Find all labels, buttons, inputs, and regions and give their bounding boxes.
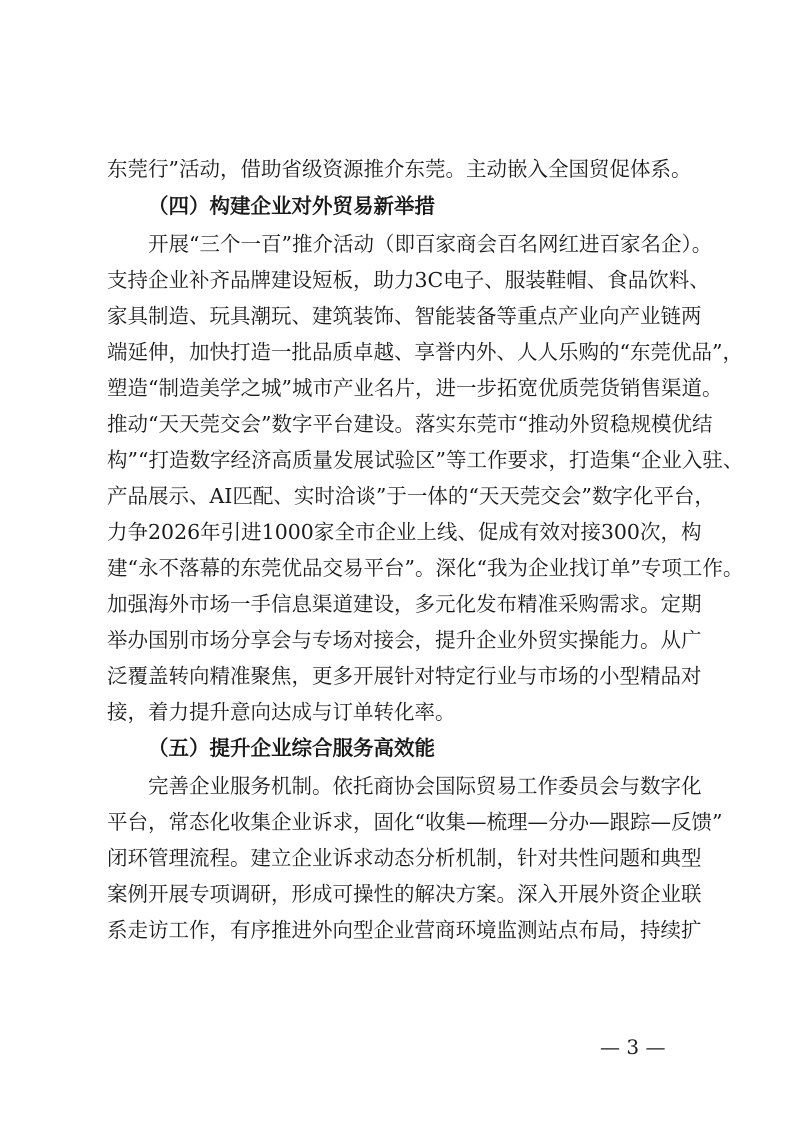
body-text-line: 家具制造、玩具潮玩、建筑装饰、智能装备等重点产业向产业链两 [107,304,702,328]
body-text-line: 加强海外市场一手信息渠道建设，多元化发布精准采购需求。定期 [107,592,702,616]
page-number: — 3 — [600,1035,666,1059]
body-text-line: 建“永不落幕的东莞优品交易平台”。深化“我为企业找订单”专项工作。 [107,556,744,580]
paragraph-first-line: 完善企业服务机制。依托商协会国际贸易工作委员会与数字化 [148,774,702,798]
body-text-line: 泛覆盖转向精准聚焦，更多开展针对特定行业与市场的小型精品对 [107,664,702,688]
body-text-line: 端延伸，加快打造一批品质卓越、享誉内外、人人乐购的“东莞优品”， [107,340,743,364]
body-text-line: 产品展示、AI匹配、实时洽谈”于一体的“天天莞交会”数字化平台， [107,484,715,508]
paragraph-first-line: 开展“三个一百”推介活动（即百家商会百名网红进百家名企）。 [148,232,713,256]
body-text-line: 塑造“制造美学之城”城市产业名片，进一步拓宽优质莞货销售渠道。 [107,376,723,400]
body-text-line: 支持企业补齐品牌建设短板，助力3C电子、服装鞋帽、食品饮料、 [107,268,710,292]
section-heading: （五）提升企业综合服务高效能 [148,736,435,760]
body-text-line: 东莞行”活动，借助省级资源推介东莞。主动嵌入全国贸促体系。 [107,157,692,181]
body-text-line: 推动“天天莞交会”数字平台建设。落实东莞市“推动外贸稳规模优结 [107,412,713,436]
body-text-line: 平台，常态化收集企业诉求，固化“收集—梳理—分办—跟踪—反馈” [107,810,723,834]
body-text-line: 举办国别市场分享会与专场对接会，提升企业外贸实操能力。从广 [107,628,702,652]
section-heading: （四）构建企业对外贸易新举措 [148,194,435,218]
body-text-line: 案例开展专项调研，形成可操性的解决方案。深入开展外资企业联 [107,882,702,906]
body-text-line: 闭环管理流程。建立企业诉求动态分析机制，针对共性问题和典型 [107,846,702,870]
body-text-line: 构”“打造数字经济高质量发展试验区”等工作要求，打造集“企业入驻、 [107,448,744,472]
body-text-line: 接，着力提升意向达成与订单转化率。 [107,700,456,724]
body-text-line: 力争2026年引进1000家全市企业上线、促成有效对接300次，构 [107,520,702,544]
body-text-line: 系走访工作，有序推进外向型企业营商环境监测站点布局，持续扩 [107,918,702,942]
